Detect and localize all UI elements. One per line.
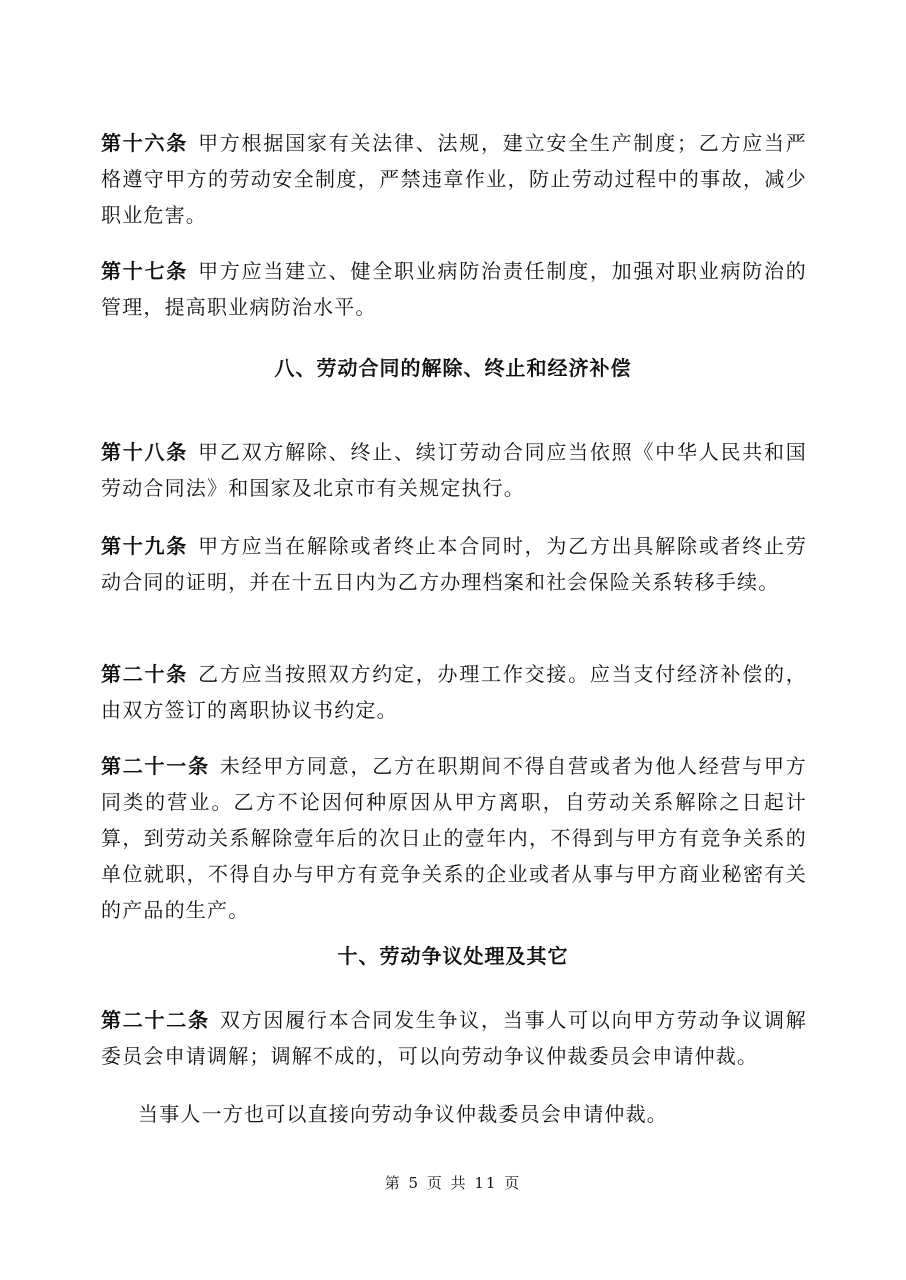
article-17 [101, 253, 807, 325]
article-22 [101, 1002, 807, 1074]
article-16 [101, 125, 807, 233]
article-number: 第十六条 [101, 131, 189, 155]
article-text: 甲方根据国家有关法律、法规，建立安全生产制度；乙方应当严格遵守甲方的劳动安全制度，严禁违章作业，防止劳动过程中的事故，减少职业危害。 [101, 131, 807, 227]
article-number: 第二十二条 [101, 1008, 210, 1032]
article-number: 第十九条 [101, 534, 189, 558]
article-number: 第十八条 [101, 440, 189, 464]
article-text: 甲方应当建立、健全职业病防治责任制度，加强对职业病防治的管理，提高职业病防治水平。 [101, 259, 807, 319]
article-number: 第二十一条 [101, 754, 210, 778]
page-footer: 第 5 页 共 11 页 [384, 1174, 522, 1192]
article-19 [101, 528, 807, 600]
article-text: 双方因履行本合同发生争议，当事人可以向甲方劳动争议调解委员会申请调解；调解不成的，可以向劳动争议仲裁委员会申请仲裁。 [101, 1008, 807, 1068]
article-text: 乙方应当按照双方约定，办理工作交接。应当支付经济补偿的，由双方签订的离职协议书约定。 [101, 662, 807, 722]
article-text: 甲方应当在解除或者终止本合同时，为乙方出具解除或者终止劳动合同的证明，并在十五日内为乙方办理档案和社会保险关系转移手续。 [101, 534, 807, 594]
article-number: 第二十条 [101, 662, 189, 686]
section-heading-10: 十、劳动争议处理及其它 [337, 944, 569, 968]
article-20 [101, 656, 807, 728]
article-18 [101, 434, 807, 506]
article-text: 未经甲方同意，乙方在职期间不得自营或者为他人经营与甲方同类的营业。乙方不论因何种原因从甲方离职，自劳动关系解除之日起计算，到劳动关系解除壹年后的次日止的壹年内，不得到与甲方有竞争关系的单位就职，不得自办与甲方有竞争关系的企业或者从事与甲方商业秘密有关的产品的生产。 [101, 754, 807, 922]
closing-paragraph: 当事人一方也可以直接向劳动争议仲裁委员会申请仲裁。 [138, 1102, 668, 1126]
article-21 [101, 748, 807, 928]
article-number: 第十七条 [101, 259, 189, 283]
section-heading-8: 八、劳动合同的解除、终止和经济补偿 [274, 356, 632, 380]
article-text: 甲乙双方解除、终止、续订劳动合同应当依照《中华人民共和国劳动合同法》和国家及北京市有关规定执行。 [101, 440, 807, 500]
